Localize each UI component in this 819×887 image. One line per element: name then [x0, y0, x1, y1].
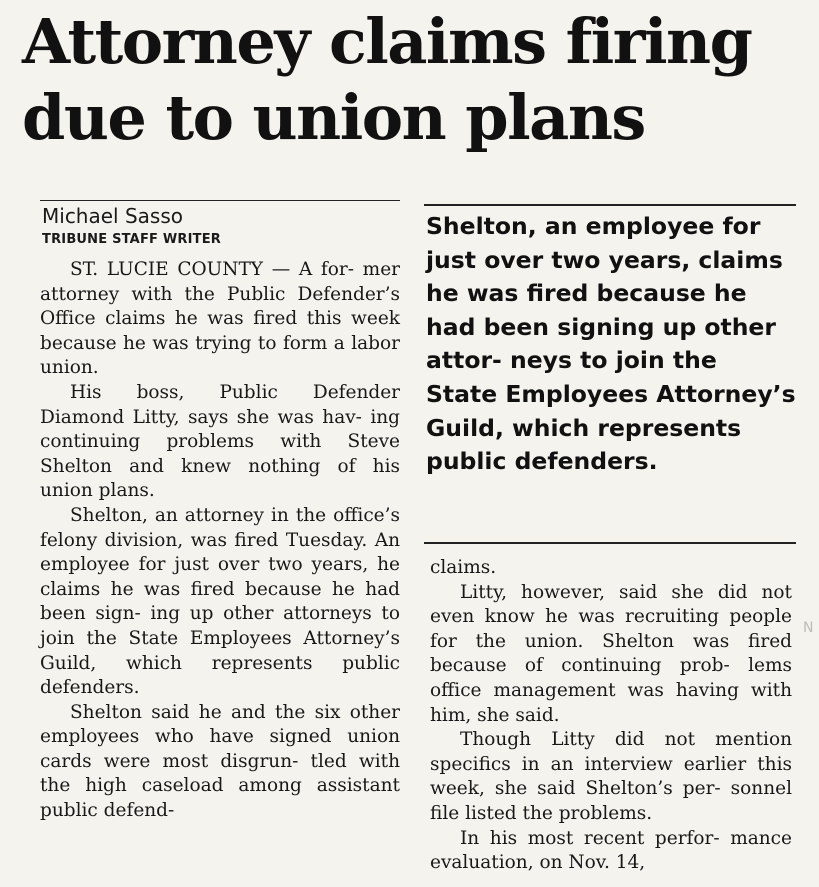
- left-paragraph: ST. LUCIE COUNTY — A for- mer attorney with the Public Defender’s Office claims he was fired this week because he was trying to form a labor union.: [40, 259, 400, 379]
- pullquote: Shelton, an employee for just over two years, claims he was fired because he had been signing up other attor- neys to join the State Employees Attorney’s Guild, which represents public defenders.: [426, 212, 796, 476]
- byline-title: TRIBUNE STAFF WRITER: [42, 232, 221, 247]
- right-paragraph: Litty, however, said she did not even know he was recruiting people for the union. Shelton was fired because of continuing prob- lems office management was having with him, she said.: [430, 581, 792, 726]
- edge-mark: N: [803, 620, 814, 636]
- headline: Attorney claims firing due to union plans: [22, 5, 752, 154]
- left-paragraph: Shelton said he and the six other employees who have signed union cards were most disgrun- tled with the high caseload among assistant public defend-: [40, 701, 400, 822]
- right-column: [430, 556, 792, 876]
- left-column: [40, 258, 400, 824]
- left-paragraph: Shelton, an attorney in the office’s felony division, was fired Tuesday. An employee for just over two years, he claims he was fired because he had been sign- ing up other attorneys to join the State Employees Attorney’s Guild, which represents public defenders.: [40, 504, 400, 699]
- left-paragraph: His boss, Public Defender Diamond Litty, says she was hav- ing continuing problems with Steve Shelton and knew nothing of his union plans.: [40, 381, 400, 502]
- byline-name: Michael Sasso: [42, 204, 183, 228]
- right-paragraph: In his most recent perfor- mance evaluation, on Nov. 14,: [430, 827, 792, 874]
- right-paragraph: claims.: [430, 557, 497, 578]
- right-paragraph: Though Litty did not mention specifics in an interview earlier this week, she said Shelton’s per- sonnel file listed the problems.: [430, 729, 792, 824]
- pullquote-top-rule: [424, 204, 796, 206]
- pullquote-bottom-rule: [424, 542, 796, 544]
- byline-rule: [40, 200, 400, 201]
